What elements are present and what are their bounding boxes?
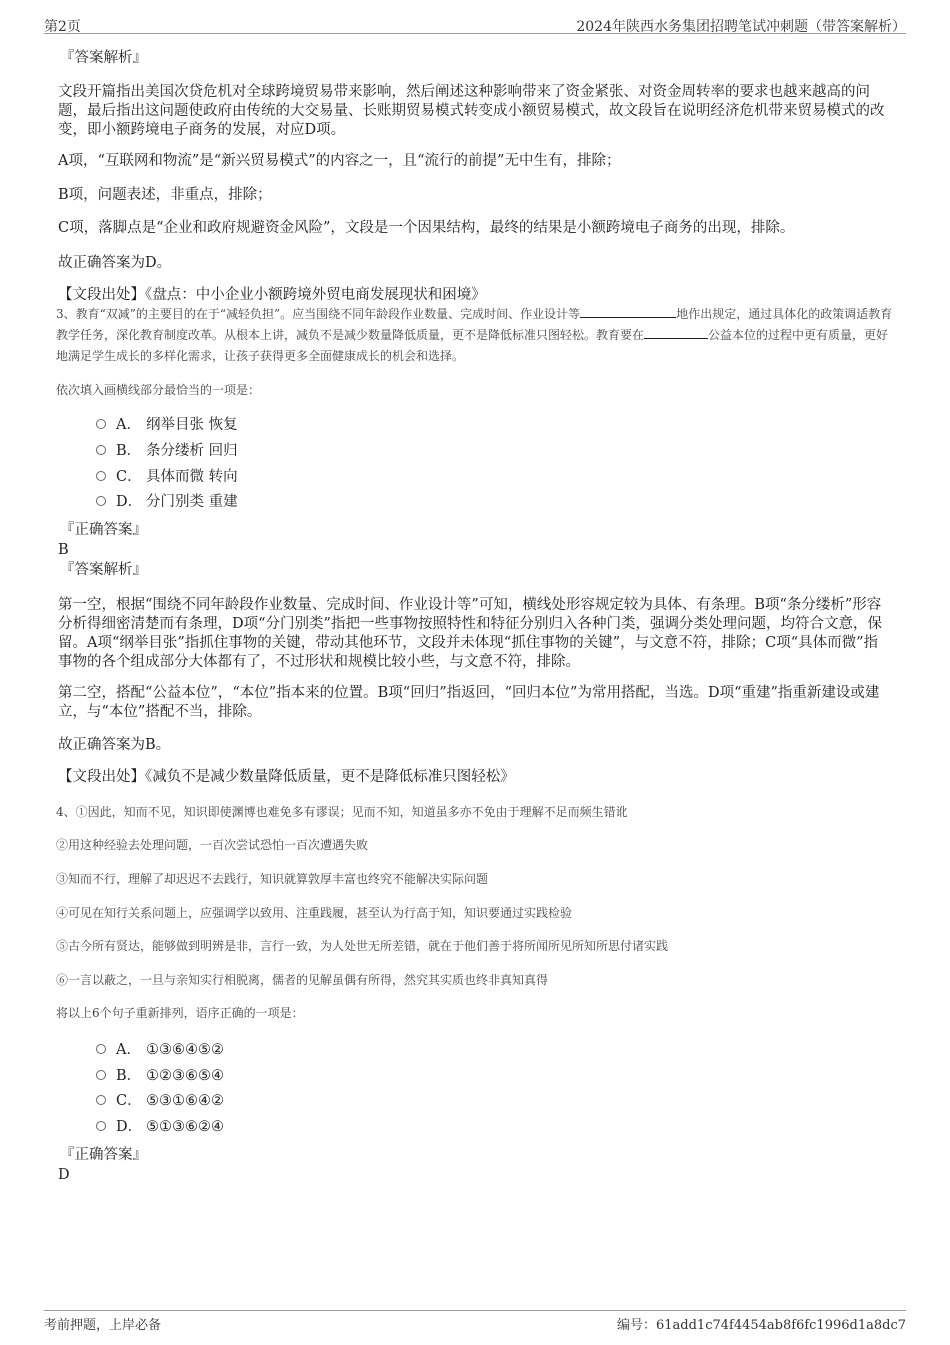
q3-stem-part-1: 3、教育“双减”的主要目的在于“减轻负担”。应当围绕不同年龄段作业数量、完成时间、作业设计等: [56, 307, 581, 321]
q4-sentence-4: ④可见在知行关系问题上，应强调学以致用、注重践履，甚至认为行高于知，知识要通过实践检验: [56, 906, 573, 920]
q4-option-d[interactable]: [96, 1117, 224, 1137]
radio-icon[interactable]: [96, 445, 106, 455]
document-title: 2024年陕西水务集团招聘笔试冲刺题（带答案解析）: [576, 19, 906, 35]
q3-option-c[interactable]: [96, 467, 238, 487]
option-letter: D．: [116, 494, 143, 510]
q4-option-c[interactable]: [96, 1091, 224, 1111]
option-letter: C．: [116, 1093, 142, 1109]
q4-sentence-1: 4、①因此，知而不见，知识即使渊博也难免多有谬误；见而不知，知道虽多亦不免由于理解不足而频生错讹: [56, 805, 628, 819]
option-text: ①③⑥④⑤②: [146, 1042, 224, 1058]
q3-conclusion: 故正确答案为B。: [58, 737, 171, 753]
q3-option-d[interactable]: [96, 492, 238, 512]
q2-source: 【文段出处】《盘点：中小企业小额跨境外贸电商发展现状和困境》: [58, 287, 486, 303]
q3-stem-part-2: 地作出规定，通过具体化的政策调适教育教学任务，深化教育制度改革。从根本上讲，减负不是减少数量降低质量，更不是降低标准只图轻松。教育要在: [56, 307, 893, 342]
q4-answer-label: 『正确答案』: [60, 1147, 147, 1163]
option-text: ①②③⑥⑤④: [146, 1068, 224, 1084]
q3-option-a[interactable]: [96, 415, 238, 435]
q3-stem-part-3: 公益本位的过程中更有质量，更好地满足学生成长的多样化需求，让孩子获得更多全面健康成长的机会和选择。: [56, 328, 889, 363]
header-divider: [44, 33, 906, 34]
option-letter: C．: [116, 469, 142, 485]
q3-analysis-paragraph-2: 第二空，搭配“公益本位”，“本位”指本来的位置。B项“回归”指返回，“回归本位”为常用搭配，当选。D项“重建”指重新建设或建立，与“本位”搭配不当，排除。: [58, 685, 880, 720]
q4-sentence-5: ⑤古今所有贤达，能够做到明辨是非，言行一致，为人处世无所差错，就在于他们善于将所闻所见所知所思付诸实践: [56, 939, 669, 953]
option-text: 具体而微 转向: [146, 469, 238, 485]
radio-icon[interactable]: [96, 471, 106, 481]
q4-option-a[interactable]: [96, 1040, 224, 1060]
q2-analysis-option-c: C项，落脚点是“企业和政府规避资金风险”，文段是一个因果结构，最终的结果是小额跨境电子商务的出现，排除。: [58, 220, 795, 236]
page-number: 第2页: [44, 19, 81, 35]
option-text: 纲举目张 恢复: [146, 417, 238, 433]
q3-source: 【文段出处】《减负不是减少数量降低质量，更不是降低标准只图轻松》: [58, 769, 515, 785]
q3-option-b[interactable]: [96, 441, 238, 461]
option-text: 条分缕析 回归: [146, 443, 238, 459]
option-letter: A．: [116, 417, 141, 433]
document-code: 编号：61add1c74f4454ab8f6fc1996d1a8dc7: [616, 1318, 906, 1333]
q2-analysis-option-b: B项，问题表述，非重点，排除；: [58, 187, 272, 203]
q4-sentence-2: ②用这种经验去处理问题，一百次尝试恐怕一百次遭遇失败: [56, 838, 369, 852]
q2-analysis-option-a: A项，“互联网和物流”是“新兴贸易模式”的内容之一，且“流行的前提”无中生有，排除；: [58, 153, 621, 169]
q2-conclusion: 故正确答案为D。: [58, 255, 172, 271]
q3-blank-2: [644, 326, 708, 339]
q3-prompt: 依次填入画横线部分最恰当的一项是：: [56, 383, 261, 397]
radio-icon[interactable]: [96, 496, 106, 506]
footer-slogan: 考前押题，上岸必备: [44, 1318, 162, 1333]
radio-icon[interactable]: [96, 1121, 106, 1131]
q2-analysis-paragraph: 文段开篇指出美国次贷危机对全球跨境贸易带来影响，然后阐述这种影响带来了资金紧张、对资金周转率的要求也越来越高的问题，最后指出这问题使政府由传统的大交易量、长账期贸易模式转变成小额贸易模式，故文段旨在说明经济危机带来贸易模式的改变，即小额跨境电子商务的发展，对应D项。: [58, 84, 885, 138]
q4-sentence-6: ⑥一言以蔽之，一旦与亲知实行相脱离，儒者的见解虽偶有所得，然究其实质也终非真知真得: [56, 973, 549, 987]
q4-option-b[interactable]: [96, 1066, 224, 1086]
option-letter: D．: [116, 1119, 143, 1135]
option-text: ⑤③①⑥④②: [146, 1093, 224, 1109]
option-letter: A．: [116, 1042, 141, 1058]
q4-sentence-3: ③知而不行，理解了却迟迟不去践行，知识就算敦厚丰富也终究不能解决实际问题: [56, 872, 489, 886]
q3-blank-1: [580, 305, 676, 318]
q3-analysis-paragraph-1: 第一空，根据“围绕不同年龄段作业数量、完成时间、作业设计等”可知，横线处形容规定较为具体、有条理。B项“条分缕析”形容分析得细密清楚而有条理，D项“分门别类”指把一些事物按照特性和特征分别归入各种门类，强调分类处理问题，均符合文意，保留。A项“纲举目张”指抓住事物的关键，带动其他环节，文段并未体现“抓住事物的关键”，与文意不符，排除；C项“具体而微”指事物的各个组成部分大体都有了，不过形状和规模比较小些，与文意不符，排除。: [58, 597, 882, 670]
option-text: ⑤①③⑥②④: [146, 1119, 224, 1135]
option-letter: B．: [116, 1068, 142, 1084]
radio-icon[interactable]: [96, 419, 106, 429]
radio-icon[interactable]: [96, 1095, 106, 1105]
q4-answer: D: [58, 1167, 70, 1183]
q3-answer-label: 『正确答案』: [60, 522, 147, 538]
q2-analysis-label: 『答案解析』: [60, 50, 147, 66]
radio-icon[interactable]: [96, 1070, 106, 1080]
q4-prompt: 将以上6个句子重新排列，语序正确的一项是：: [56, 1006, 304, 1020]
q3-stem: [56, 304, 898, 367]
option-letter: B．: [116, 443, 142, 459]
q3-answer: B: [58, 542, 69, 558]
footer-divider: [44, 1310, 906, 1311]
q3-analysis-label: 『答案解析』: [60, 562, 147, 578]
option-text: 分门别类 重建: [146, 494, 238, 510]
radio-icon[interactable]: [96, 1044, 106, 1054]
